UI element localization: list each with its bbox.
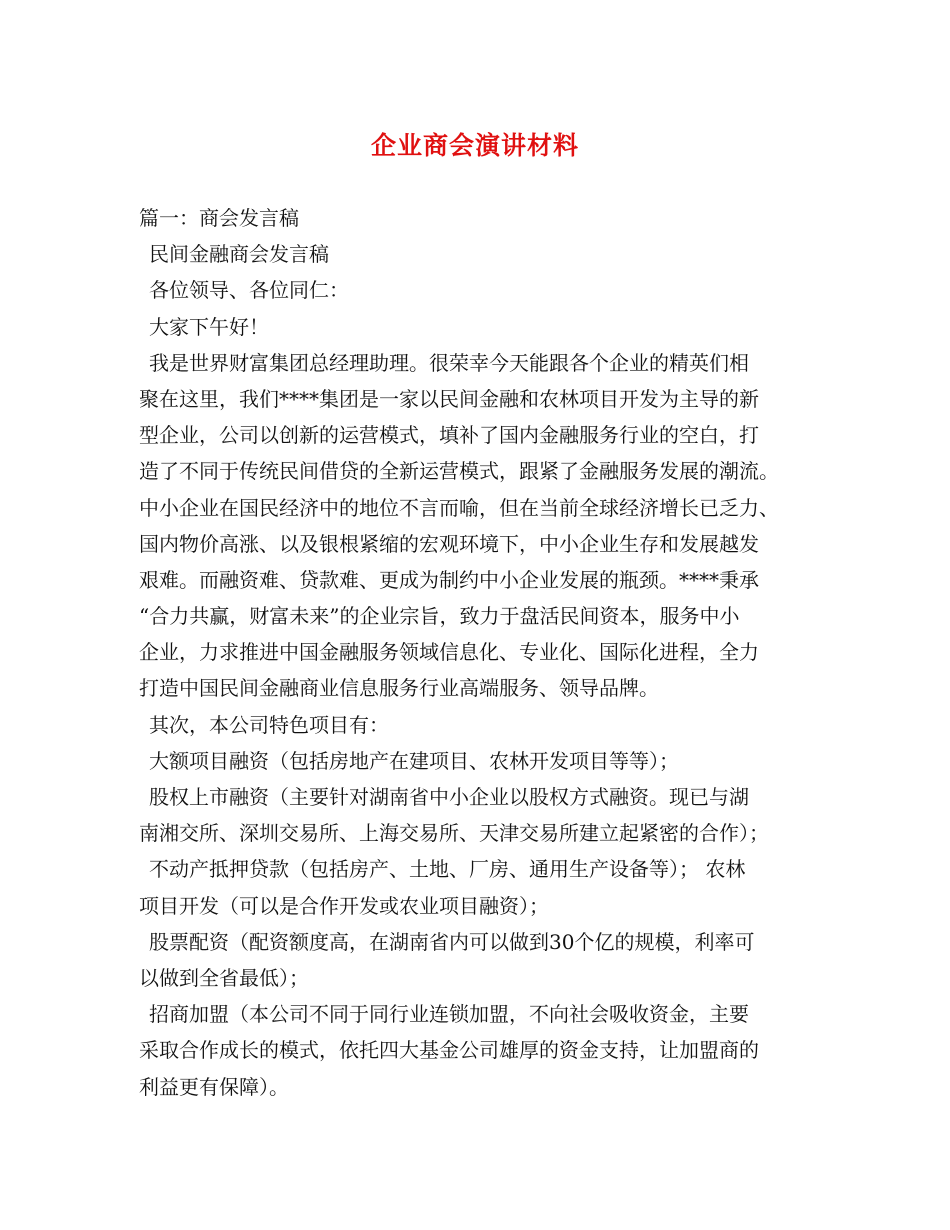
paragraph-line: 企业，力求推进中国金融服务领域信息化、专业化、国际化进程，全力: [139, 640, 759, 665]
paragraph-line: 我是世界财富集团总经理助理。很荣幸今天能跟各个企业的精英们相: [149, 350, 749, 375]
list-item-continuation: 利益更有保障）。: [139, 1074, 289, 1099]
section-heading: 篇一：商会发言稿: [139, 206, 299, 230]
paragraph-line: 聚在这里，我们****集团是一家以民间金融和农林项目开发为主导的新: [139, 386, 759, 411]
document-title: 企业商会演讲材料: [370, 131, 579, 160]
paragraph-line: 艰难。而融资难、贷款难、更成为制约中小企业发展的瓶颈。****秉承: [139, 567, 759, 592]
list-item-continuation: 南湘交所、深圳交易所、上海交易所、天津交易所建立起紧密的合作）；: [139, 821, 769, 846]
greeting: 大家下午好！: [149, 314, 269, 339]
list-item: 大额项目融资（包括房地产在建项目、农林开发项目等等）；: [149, 748, 679, 773]
paragraph-line: 国内物价高涨、以及银根紧缩的宏观环境下，中小企业生存和发展越发: [139, 531, 759, 556]
list-item: 股票配资（配资额度高，在湖南省内可以做到30个亿的规模，利率可: [149, 929, 755, 954]
salutation: 各位领导、各位同仁：: [149, 278, 349, 303]
list-item: 招商加盟（本公司不同于同行业连锁加盟，不向社会吸收资金，主要: [149, 1002, 749, 1027]
list-item: 股权上市融资（主要针对湖南省中小企业以股权方式融资。现已与湖: [149, 785, 749, 809]
paragraph-line: “合力共赢，财富未来”的企业宗旨，致力于盘活民间资本，服务中小: [139, 604, 740, 629]
list-item-continuation: 项目开发（可以是合作开发或农业项目融资）；: [139, 893, 549, 918]
list-item-continuation: 以做到全省最低）；: [139, 965, 309, 990]
paragraph-line: 其次，本公司特色项目有：: [149, 712, 389, 737]
paragraph-line: 打造中国民间金融商业信息服务行业高端服务、领导品牌。: [139, 676, 659, 701]
list-item-continuation: 采取合作成长的模式，依托四大基金公司雄厚的资金支持，让加盟商的: [139, 1038, 759, 1063]
paragraph-line: 型企业，公司以创新的运营模式，填补了国内金融服务行业的空白，打: [139, 423, 759, 448]
list-item: 不动产抵押贷款（包括房产、土地、厂房、通用生产设备等）； 农林: [149, 857, 746, 882]
document-body: [139, 200, 819, 1105]
paragraph-line: 中小企业在国民经济中的地位不言而喻，但在当前全球经济增长已乏力、: [139, 495, 779, 520]
speech-title: 民间金融商会发言稿: [149, 242, 329, 267]
paragraph-line: 造了不同于传统民间借贷的全新运营模式，跟紧了金融服务发展的潮流。: [139, 459, 779, 484]
